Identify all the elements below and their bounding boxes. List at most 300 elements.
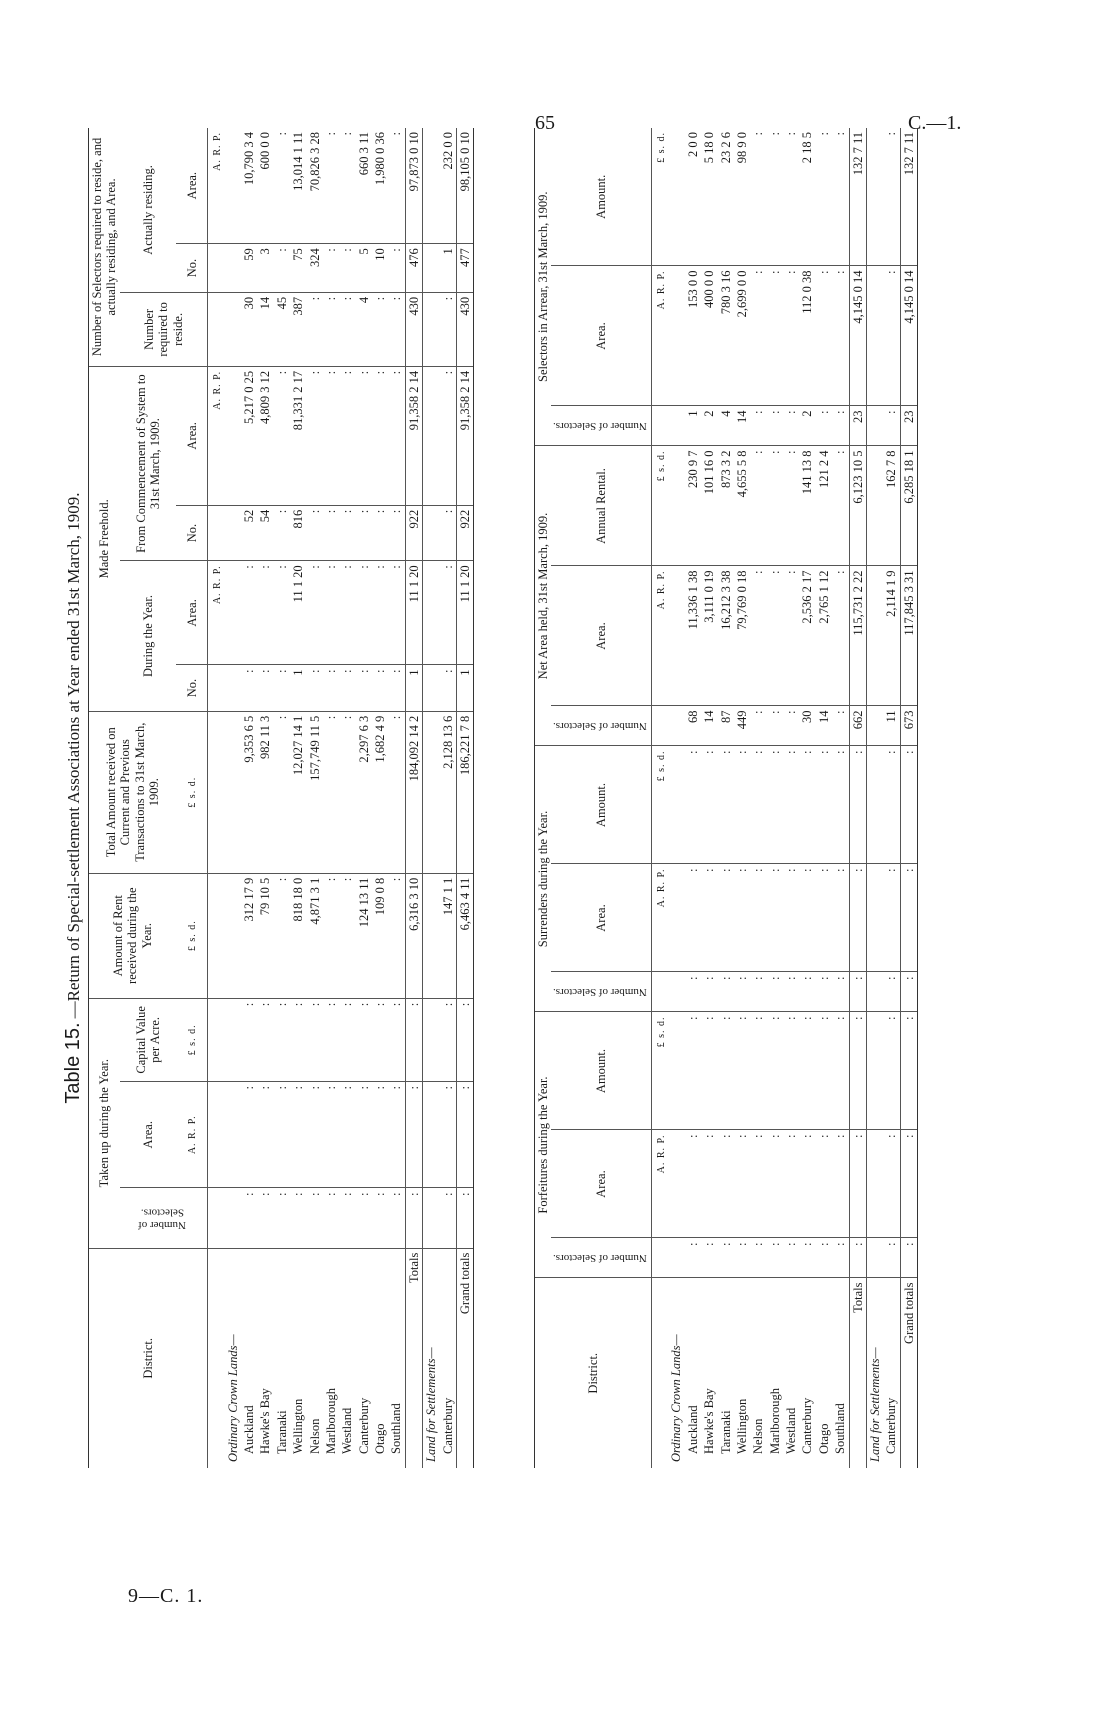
header-fy-no: No. <box>176 665 207 711</box>
cell-resa: 1,980 0 36 <box>372 128 388 244</box>
cell-nrent: 6,285 18 1 <box>900 446 917 566</box>
table-row <box>339 128 355 1468</box>
cell-nrent: : <box>783 446 799 566</box>
cell-sar: : <box>799 864 815 972</box>
cell-req: : <box>440 292 457 366</box>
cell-tot: : <box>274 711 290 873</box>
district-name: Land for Settlements— <box>867 1347 882 1462</box>
cell-famt: : <box>734 1012 750 1130</box>
table-title-text: —Return of Special-settlement Associations at Year ended 31st March, 1909. <box>64 492 83 1019</box>
table-row <box>456 128 473 1468</box>
cell-tot: 1,682 4 9 <box>372 711 388 873</box>
cell-req: 14 <box>257 292 273 366</box>
district-name: Land for Settlements— <box>424 1347 439 1462</box>
cell-fyn: : <box>372 665 388 711</box>
header-from-commencement: From Commencement of System to 31st March, 1909. <box>120 366 177 560</box>
cell-nar: 2,536 2 17 <box>799 566 815 706</box>
table-row <box>388 128 405 1468</box>
cell-resn: 59 <box>241 244 257 293</box>
cell-asel: : <box>767 406 783 446</box>
cell-nar: : <box>767 566 783 706</box>
cell-fya: : <box>356 561 372 665</box>
section-row <box>225 128 241 1468</box>
cell-fyn: : <box>356 665 372 711</box>
cell-fca: : <box>274 366 290 505</box>
district-name: Totals <box>405 1248 422 1468</box>
table-row <box>883 128 900 1468</box>
cell-famt: : <box>750 1012 766 1130</box>
cell-req: : <box>323 292 339 366</box>
cell-aamt: 98 9 0 <box>734 128 750 266</box>
cell-famt: : <box>685 1012 701 1130</box>
cell-fya: 11 1 20 <box>456 561 473 665</box>
table-row <box>816 128 832 1468</box>
cell-fya: : <box>241 561 257 665</box>
cell-aar: 4,145 0 14 <box>900 266 917 406</box>
unit-capital-value: £ s. d. <box>176 998 207 1081</box>
cell-sar: : <box>685 864 701 972</box>
cell-rent: : <box>388 873 405 998</box>
cell-sar: : <box>734 864 750 972</box>
cell-sar: : <box>849 864 866 972</box>
unit-label: A. R. P. <box>655 270 667 310</box>
table-row <box>356 128 372 1468</box>
cell-resa: : <box>388 128 405 244</box>
cell-famt: : <box>900 1012 917 1130</box>
cell-asel <box>866 406 883 446</box>
cell-req: 45 <box>274 292 290 366</box>
page-code: C.—1. <box>908 112 962 134</box>
cell-asel: 2 <box>799 406 815 446</box>
table-row <box>718 128 734 1468</box>
cell-resn: 476 <box>405 244 422 293</box>
cell-aar: : <box>832 266 849 406</box>
district-name: Westland <box>340 1407 355 1454</box>
cell-nsel <box>668 706 684 746</box>
cell-nrent: 141 13 8 <box>799 446 815 566</box>
district-name: Auckland <box>242 1405 256 1454</box>
cell-fyn: : <box>241 665 257 711</box>
header-forf-selectors: Number of Selectors. <box>551 1238 651 1278</box>
cell-fcn: : <box>356 505 372 561</box>
district-name: Grand totals <box>900 1278 917 1468</box>
cell-fcn: : <box>388 505 405 561</box>
cell-nsel: : <box>783 706 799 746</box>
header-taken-up: Taken up during the Year. <box>89 998 120 1248</box>
cell-nar: : <box>832 566 849 706</box>
table-bottom <box>534 128 918 1468</box>
cell-aar: : <box>783 266 799 406</box>
table-row <box>701 128 717 1468</box>
cell-sar <box>866 864 883 972</box>
unit-label: A. R. P. <box>655 570 667 610</box>
cell-ar <box>225 1082 241 1188</box>
cell-rent: 109 0 8 <box>372 873 388 998</box>
cell-sar: : <box>783 864 799 972</box>
cell-rent: 4,871 3 1 <box>307 873 323 998</box>
cell-fca: : <box>440 366 457 505</box>
cell-nsel: 673 <box>900 706 917 746</box>
unit-total-amount: £ s. d. <box>176 711 207 873</box>
cell-req: 4 <box>356 292 372 366</box>
cell-fca <box>423 366 440 505</box>
cell-fsel: : <box>767 1238 783 1278</box>
cell-req: 430 <box>456 292 473 366</box>
cell-sel: : <box>356 1188 372 1248</box>
cell-fca: 81,331 2 17 <box>290 366 306 505</box>
cell-rent: 818 18 0 <box>290 873 306 998</box>
header-fy-area: Area. <box>176 561 207 665</box>
header-made-freehold: Made Freehold. <box>89 366 120 711</box>
cell-req: : <box>388 292 405 366</box>
cell-fsel: : <box>701 1238 717 1278</box>
cell-cap: : <box>323 998 339 1081</box>
cell-fcn: 54 <box>257 505 273 561</box>
cell-ar <box>423 1082 440 1188</box>
district-name: Westland <box>784 1407 798 1454</box>
cell-aar: : <box>816 266 832 406</box>
cell-fca: 91,358 2 14 <box>405 366 422 505</box>
cell-rent: 147 1 1 <box>440 873 457 998</box>
table-row <box>900 128 917 1468</box>
cell-resn: 324 <box>307 244 323 293</box>
cell-nsel <box>866 706 883 746</box>
cell-ar: : <box>456 1082 473 1188</box>
cell-aamt: : <box>750 128 766 266</box>
cell-fsel: : <box>718 1238 734 1278</box>
cell-sel: : <box>241 1188 257 1248</box>
cell-asel: : <box>816 406 832 446</box>
cell-nar: 2,114 1 9 <box>883 566 900 706</box>
unit-row <box>208 128 225 1468</box>
cell-fca: : <box>372 366 388 505</box>
cell-fcn <box>225 505 241 561</box>
table-row <box>849 128 866 1468</box>
cell-rent: 6,316 3 10 <box>405 873 422 998</box>
cell-aar: 400 0 0 <box>701 266 717 406</box>
header-num-selectors: Number of Selectors. <box>120 1188 208 1248</box>
cell-sel: : <box>405 1188 422 1248</box>
cell-sar: : <box>883 864 900 972</box>
cell-fya: : <box>388 561 405 665</box>
table-number: Table 15. <box>62 1022 84 1104</box>
cell-samt: : <box>783 746 799 864</box>
cell-aar: 153 0 0 <box>685 266 701 406</box>
cell-tot <box>225 711 241 873</box>
header-net-selectors: Number of Selectors. <box>551 706 651 746</box>
cell-rent <box>225 873 241 998</box>
cell-aamt: : <box>816 128 832 266</box>
cell-resa: 600 0 0 <box>257 128 273 244</box>
cell-nrent: : <box>832 446 849 566</box>
cell-samt <box>668 746 684 864</box>
district-name: Taranaki <box>274 1410 289 1454</box>
cell-resn: : <box>388 244 405 293</box>
cell-fyn: : <box>307 665 323 711</box>
district-name: Taranaki <box>718 1410 733 1454</box>
cell-fyn: : <box>339 665 355 711</box>
cell-aamt: 5 18 0 <box>701 128 717 266</box>
cell-resa: 98,105 0 10 <box>456 128 473 244</box>
cell-sar: : <box>816 864 832 972</box>
district-name: Totals <box>849 1278 866 1468</box>
cell-ar: : <box>307 1082 323 1188</box>
cell-samt: : <box>832 746 849 864</box>
header-surrenders: Surrenders during the Year. <box>535 746 552 1012</box>
header-district-2: District. <box>535 1278 652 1468</box>
cell-fca: 4,809 3 12 <box>257 366 273 505</box>
header-district: District. <box>89 1248 208 1468</box>
cell-asel: 14 <box>734 406 750 446</box>
cell-samt: : <box>900 746 917 864</box>
cell-nsel: 87 <box>718 706 734 746</box>
district-name: Canterbury <box>440 1397 455 1454</box>
cell-ar: : <box>323 1082 339 1188</box>
cell-fsel: : <box>849 1238 866 1278</box>
cell-req: 387 <box>290 292 306 366</box>
cell-sar: : <box>750 864 766 972</box>
cell-nsel: : <box>750 706 766 746</box>
cell-famt: : <box>783 1012 799 1130</box>
district-name: Otago <box>816 1423 831 1454</box>
cell-aamt: 132 7 11 <box>900 128 917 266</box>
district-name: Nelson <box>751 1418 766 1454</box>
cell-fya: : <box>307 561 323 665</box>
district-name: Nelson <box>307 1418 322 1454</box>
cell-fcn <box>423 505 440 561</box>
cell-ssel: : <box>799 972 815 1012</box>
cell-sar: : <box>900 864 917 972</box>
district-name: Auckland <box>685 1405 700 1454</box>
cell-sar <box>668 864 684 972</box>
cell-samt: : <box>849 746 866 864</box>
cell-samt: : <box>767 746 783 864</box>
cell-nar: : <box>783 566 799 706</box>
table-row <box>783 128 799 1468</box>
cell-ssel: : <box>750 972 766 1012</box>
table-row <box>307 128 323 1468</box>
cell-rent <box>423 873 440 998</box>
unit-rent-year: £ s. d. <box>176 873 207 998</box>
cell-fyn: : <box>257 665 273 711</box>
header-annual-rental: Annual Rental. <box>551 446 651 566</box>
cell-asel: : <box>750 406 766 446</box>
cell-aar: 780 3 16 <box>718 266 734 406</box>
cell-resa: : <box>339 128 355 244</box>
cell-sar: : <box>718 864 734 972</box>
cell-fca: 91,358 2 14 <box>456 366 473 505</box>
cell-far: : <box>783 1130 799 1238</box>
cell-nsel: 449 <box>734 706 750 746</box>
header-capital-value: Capital Value per Acre. <box>120 998 177 1081</box>
cell-cap: : <box>241 998 257 1081</box>
district-name: Marlborough <box>767 1388 782 1454</box>
header-surr-amount: Amount. <box>551 746 651 864</box>
header-total-amount: Total Amount received on Current and Previous Transactions to 31st March, 1909. <box>89 711 177 873</box>
cell-fsel: : <box>900 1238 917 1278</box>
cell-samt: : <box>883 746 900 864</box>
cell-fyn <box>423 665 440 711</box>
cell-sel <box>225 1188 241 1248</box>
cell-resa <box>423 128 440 244</box>
rotated-page <box>62 128 987 1468</box>
cell-req: : <box>339 292 355 366</box>
cell-cap: : <box>456 998 473 1081</box>
cell-fyn: 1 <box>290 665 306 711</box>
cell-tot: 184,092 14 2 <box>405 711 422 873</box>
cell-sar: : <box>701 864 717 972</box>
cell-fsel: : <box>750 1238 766 1278</box>
cell-ssel: : <box>883 972 900 1012</box>
cell-sar: : <box>832 864 849 972</box>
cell-far <box>668 1130 684 1238</box>
section-row <box>423 128 440 1468</box>
cell-sel <box>423 1188 440 1248</box>
cell-resn: 75 <box>290 244 306 293</box>
cell-resn <box>225 244 241 293</box>
cell-nsel: 14 <box>816 706 832 746</box>
header-net-area-col: Area. <box>551 566 651 706</box>
cell-nar: : <box>750 566 766 706</box>
cell-rent: : <box>274 873 290 998</box>
district-name: Canterbury <box>884 1397 899 1454</box>
cell-far: : <box>883 1130 900 1238</box>
table-row <box>323 128 339 1468</box>
cell-cap: : <box>257 998 273 1081</box>
table-row <box>257 128 273 1468</box>
cell-fcn: 816 <box>290 505 306 561</box>
cell-fya: : <box>323 561 339 665</box>
cell-rent: 124 13 11 <box>356 873 372 998</box>
cell-nar: 11,336 1 38 <box>685 566 701 706</box>
cell-ar: : <box>405 1082 422 1188</box>
cell-sar: : <box>767 864 783 972</box>
cell-fya: : <box>274 561 290 665</box>
cell-resn: 5 <box>356 244 372 293</box>
district-name: Hawke's Bay <box>258 1388 273 1454</box>
cell-asel: : <box>783 406 799 446</box>
cell-fcn: : <box>440 505 457 561</box>
cell-nar: 3,111 0 19 <box>701 566 717 706</box>
cell-aamt <box>668 128 684 266</box>
cell-far: : <box>799 1130 815 1238</box>
cell-sel: : <box>372 1188 388 1248</box>
cell-aamt: 2 0 0 <box>685 128 701 266</box>
cell-fya <box>423 561 440 665</box>
cell-cap: : <box>388 998 405 1081</box>
cell-ar: : <box>372 1082 388 1188</box>
cell-fsel: : <box>832 1238 849 1278</box>
cell-fcn: : <box>372 505 388 561</box>
cell-far: : <box>900 1130 917 1238</box>
cell-asel: 23 <box>900 406 917 446</box>
cell-far: : <box>816 1130 832 1238</box>
cell-ssel: : <box>783 972 799 1012</box>
cell-fyn: : <box>323 665 339 711</box>
cell-resa: 13,014 1 11 <box>290 128 306 244</box>
cell-sel: : <box>440 1188 457 1248</box>
cell-ar: : <box>356 1082 372 1188</box>
cell-resn: : <box>339 244 355 293</box>
cell-ssel: : <box>767 972 783 1012</box>
header-reside-group: Number of Selectors required to reside, and actually residing, and Area. <box>89 128 120 366</box>
cell-fcn: : <box>274 505 290 561</box>
unit-label: £ s. d. <box>655 450 667 482</box>
cell-fca: : <box>323 366 339 505</box>
table-row <box>767 128 783 1468</box>
cell-far <box>866 1130 883 1238</box>
cell-rent: : <box>323 873 339 998</box>
cell-far: : <box>701 1130 717 1238</box>
cell-famt: : <box>701 1012 717 1130</box>
cell-rent: 6,463 4 11 <box>456 873 473 998</box>
cell-aar: : <box>883 266 900 406</box>
cell-famt: : <box>799 1012 815 1130</box>
cell-famt: : <box>832 1012 849 1130</box>
table-row <box>734 128 750 1468</box>
cell-tot: : <box>339 711 355 873</box>
cell-ar: : <box>257 1082 273 1188</box>
cell-resa <box>225 128 241 244</box>
unit-label: £ s. d. <box>655 750 667 782</box>
cell-fya: 11 1 20 <box>290 561 306 665</box>
cell-far: : <box>849 1130 866 1238</box>
cell-famt <box>668 1012 684 1130</box>
cell-sel: : <box>257 1188 273 1248</box>
cell-ar: : <box>388 1082 405 1188</box>
header-surr-selectors: Number of Selectors. <box>551 972 651 1012</box>
table-row <box>372 128 388 1468</box>
cell-far: : <box>718 1130 734 1238</box>
cell-famt: : <box>883 1012 900 1130</box>
cell-samt <box>866 746 883 864</box>
cell-nrent: 162 7 8 <box>883 446 900 566</box>
header-arr-amount: Amount. <box>551 128 651 266</box>
table-row <box>241 128 257 1468</box>
cell-far: : <box>750 1130 766 1238</box>
cell-tot: 2,297 6 3 <box>356 711 372 873</box>
district-name: Grand totals <box>456 1248 473 1468</box>
cell-nsel: 30 <box>799 706 815 746</box>
cell-fcn: 52 <box>241 505 257 561</box>
cell-aar: 2,699 0 0 <box>734 266 750 406</box>
unit-label: A. R. P. <box>655 1134 667 1174</box>
unit-label: £ s. d. <box>655 1016 667 1048</box>
cell-nar: 79,769 0 18 <box>734 566 750 706</box>
cell-cap: : <box>290 998 306 1081</box>
cell-sel: : <box>274 1188 290 1248</box>
unit-label: A. R. P. <box>212 132 224 171</box>
cell-cap <box>423 998 440 1081</box>
cell-req: 430 <box>405 292 422 366</box>
cell-ssel: : <box>849 972 866 1012</box>
cell-samt: : <box>701 746 717 864</box>
cell-cap: : <box>405 998 422 1081</box>
district-name: Marlborough <box>323 1388 338 1454</box>
cell-ar: : <box>290 1082 306 1188</box>
cell-nrent: 101 16 0 <box>701 446 717 566</box>
cell-samt: : <box>718 746 734 864</box>
table-row <box>685 128 701 1468</box>
cell-ssel: : <box>816 972 832 1012</box>
cell-tot: : <box>323 711 339 873</box>
cell-aar: 112 0 38 <box>799 266 815 406</box>
cell-nrent: 4,655 5 8 <box>734 446 750 566</box>
cell-samt: : <box>799 746 815 864</box>
cell-nrent: 6,123 10 5 <box>849 446 866 566</box>
cell-cap: : <box>307 998 323 1081</box>
cell-nsel: : <box>832 706 849 746</box>
